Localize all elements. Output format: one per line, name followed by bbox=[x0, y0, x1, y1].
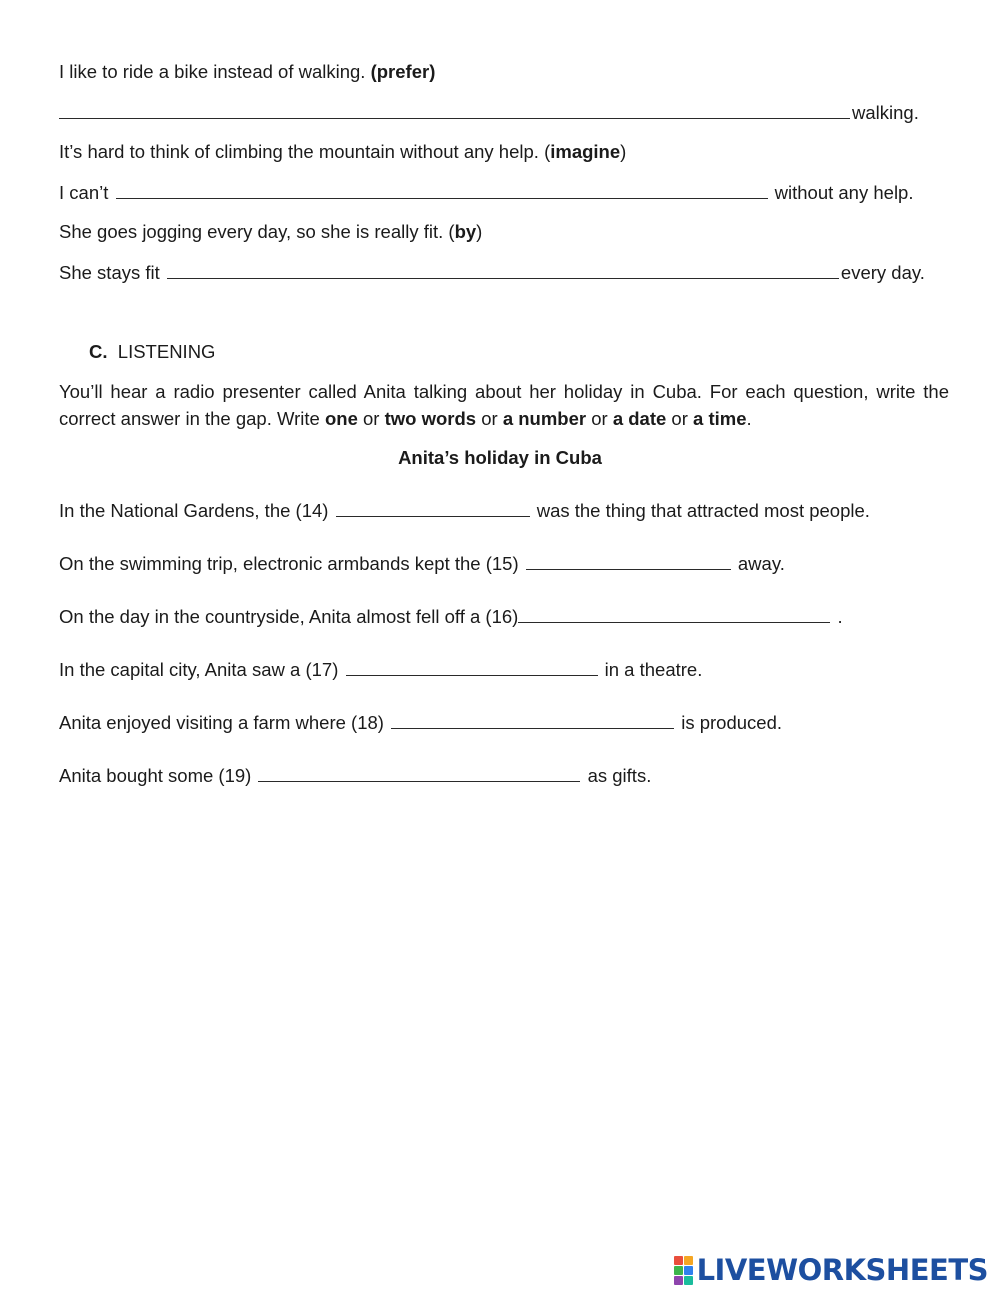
logo-block bbox=[674, 1266, 683, 1275]
instructions-text: or bbox=[666, 408, 694, 429]
answer-start: I can’t bbox=[59, 182, 109, 203]
answer-blank[interactable] bbox=[526, 551, 731, 570]
sentence-text: I like to ride a bike instead of walking. bbox=[59, 61, 366, 82]
instructions-bold: two words bbox=[384, 408, 477, 429]
keyword: by bbox=[454, 221, 477, 242]
answer-blank[interactable] bbox=[336, 498, 530, 517]
question-14 bbox=[59, 498, 870, 523]
question-text: as gifts. bbox=[587, 765, 652, 786]
logo-block bbox=[684, 1276, 693, 1285]
answer-line-3 bbox=[59, 260, 925, 285]
sentence-text: It’s hard to think of climbing the mountain without any help. bbox=[59, 141, 539, 162]
question-15 bbox=[59, 551, 785, 576]
answer-blank[interactable] bbox=[346, 657, 598, 676]
instructions bbox=[59, 378, 949, 432]
answer-line-1 bbox=[59, 100, 919, 125]
question-text: . bbox=[837, 606, 843, 627]
sentence-text: She goes jogging every day, so she is really fit. bbox=[59, 221, 444, 242]
answer-end: every day. bbox=[840, 262, 925, 283]
keyword-paren: ( bbox=[448, 221, 455, 242]
instructions-bold: a time bbox=[693, 408, 747, 429]
question-text: On the day in the countryside, Anita almost fell off a (16) bbox=[59, 606, 519, 627]
question-text: Anita bought some (19) bbox=[59, 765, 252, 786]
logo-block bbox=[684, 1256, 693, 1265]
answer-end: without any help. bbox=[774, 182, 914, 203]
instructions-text: or bbox=[476, 408, 503, 429]
keyword-paren: ( bbox=[544, 141, 551, 162]
instructions-text: . bbox=[746, 408, 752, 429]
section-title: LISTENING bbox=[117, 341, 216, 362]
logo-text: LIVEWORKSHEETS bbox=[696, 1253, 988, 1287]
instructions-bold: a date bbox=[612, 408, 667, 429]
question-text: away. bbox=[737, 553, 785, 574]
question-text: Anita enjoyed visiting a farm where (18) bbox=[59, 712, 384, 733]
instructions-bold: a number bbox=[502, 408, 587, 429]
answer-blank[interactable] bbox=[116, 180, 768, 199]
transform-sentence-1 bbox=[59, 60, 435, 84]
question-text: was the thing that attracted most people. bbox=[536, 500, 870, 521]
section-letter: C. bbox=[89, 341, 108, 362]
answer-start: She stays fit bbox=[59, 262, 160, 283]
question-16 bbox=[59, 604, 843, 629]
liveworksheets-logo-icon bbox=[674, 1256, 693, 1285]
answer-blank[interactable] bbox=[518, 604, 830, 623]
transform-sentence-2 bbox=[59, 140, 626, 164]
instructions-text: or bbox=[586, 408, 613, 429]
liveworksheets-logo[interactable] bbox=[674, 1253, 988, 1287]
instructions-text: You’ll hear a radio presenter called Anita talking about her holiday in Cuba. For each question, write the correct answer in the gap. Write bbox=[59, 381, 949, 429]
answer-blank[interactable] bbox=[391, 710, 674, 729]
logo-block bbox=[674, 1256, 683, 1265]
question-17 bbox=[59, 657, 702, 682]
question-text: is produced. bbox=[681, 712, 783, 733]
answer-blank[interactable] bbox=[59, 100, 850, 119]
question-text: in a theatre. bbox=[604, 659, 703, 680]
answer-line-2 bbox=[59, 180, 913, 205]
transform-sentence-3 bbox=[59, 220, 482, 244]
keyword: (prefer) bbox=[370, 61, 436, 82]
question-text: On the swimming trip, electronic armbands kept the (15) bbox=[59, 553, 519, 574]
question-text: In the capital city, Anita saw a (17) bbox=[59, 659, 339, 680]
question-18 bbox=[59, 710, 782, 735]
logo-block bbox=[684, 1266, 693, 1275]
question-text: In the National Gardens, the (14) bbox=[59, 500, 329, 521]
subtitle: Anita’s holiday in Cuba bbox=[398, 447, 602, 468]
instructions-text: or bbox=[357, 408, 385, 429]
instructions-bold: one bbox=[324, 408, 358, 429]
logo-block bbox=[674, 1276, 683, 1285]
answer-blank[interactable] bbox=[258, 763, 580, 782]
section-heading bbox=[89, 340, 215, 364]
answer-blank[interactable] bbox=[167, 260, 839, 279]
keyword-paren: ) bbox=[476, 221, 483, 242]
keyword-paren: ) bbox=[620, 141, 627, 162]
answer-end: walking. bbox=[852, 102, 919, 123]
question-19 bbox=[59, 763, 651, 788]
keyword: imagine bbox=[550, 141, 621, 162]
